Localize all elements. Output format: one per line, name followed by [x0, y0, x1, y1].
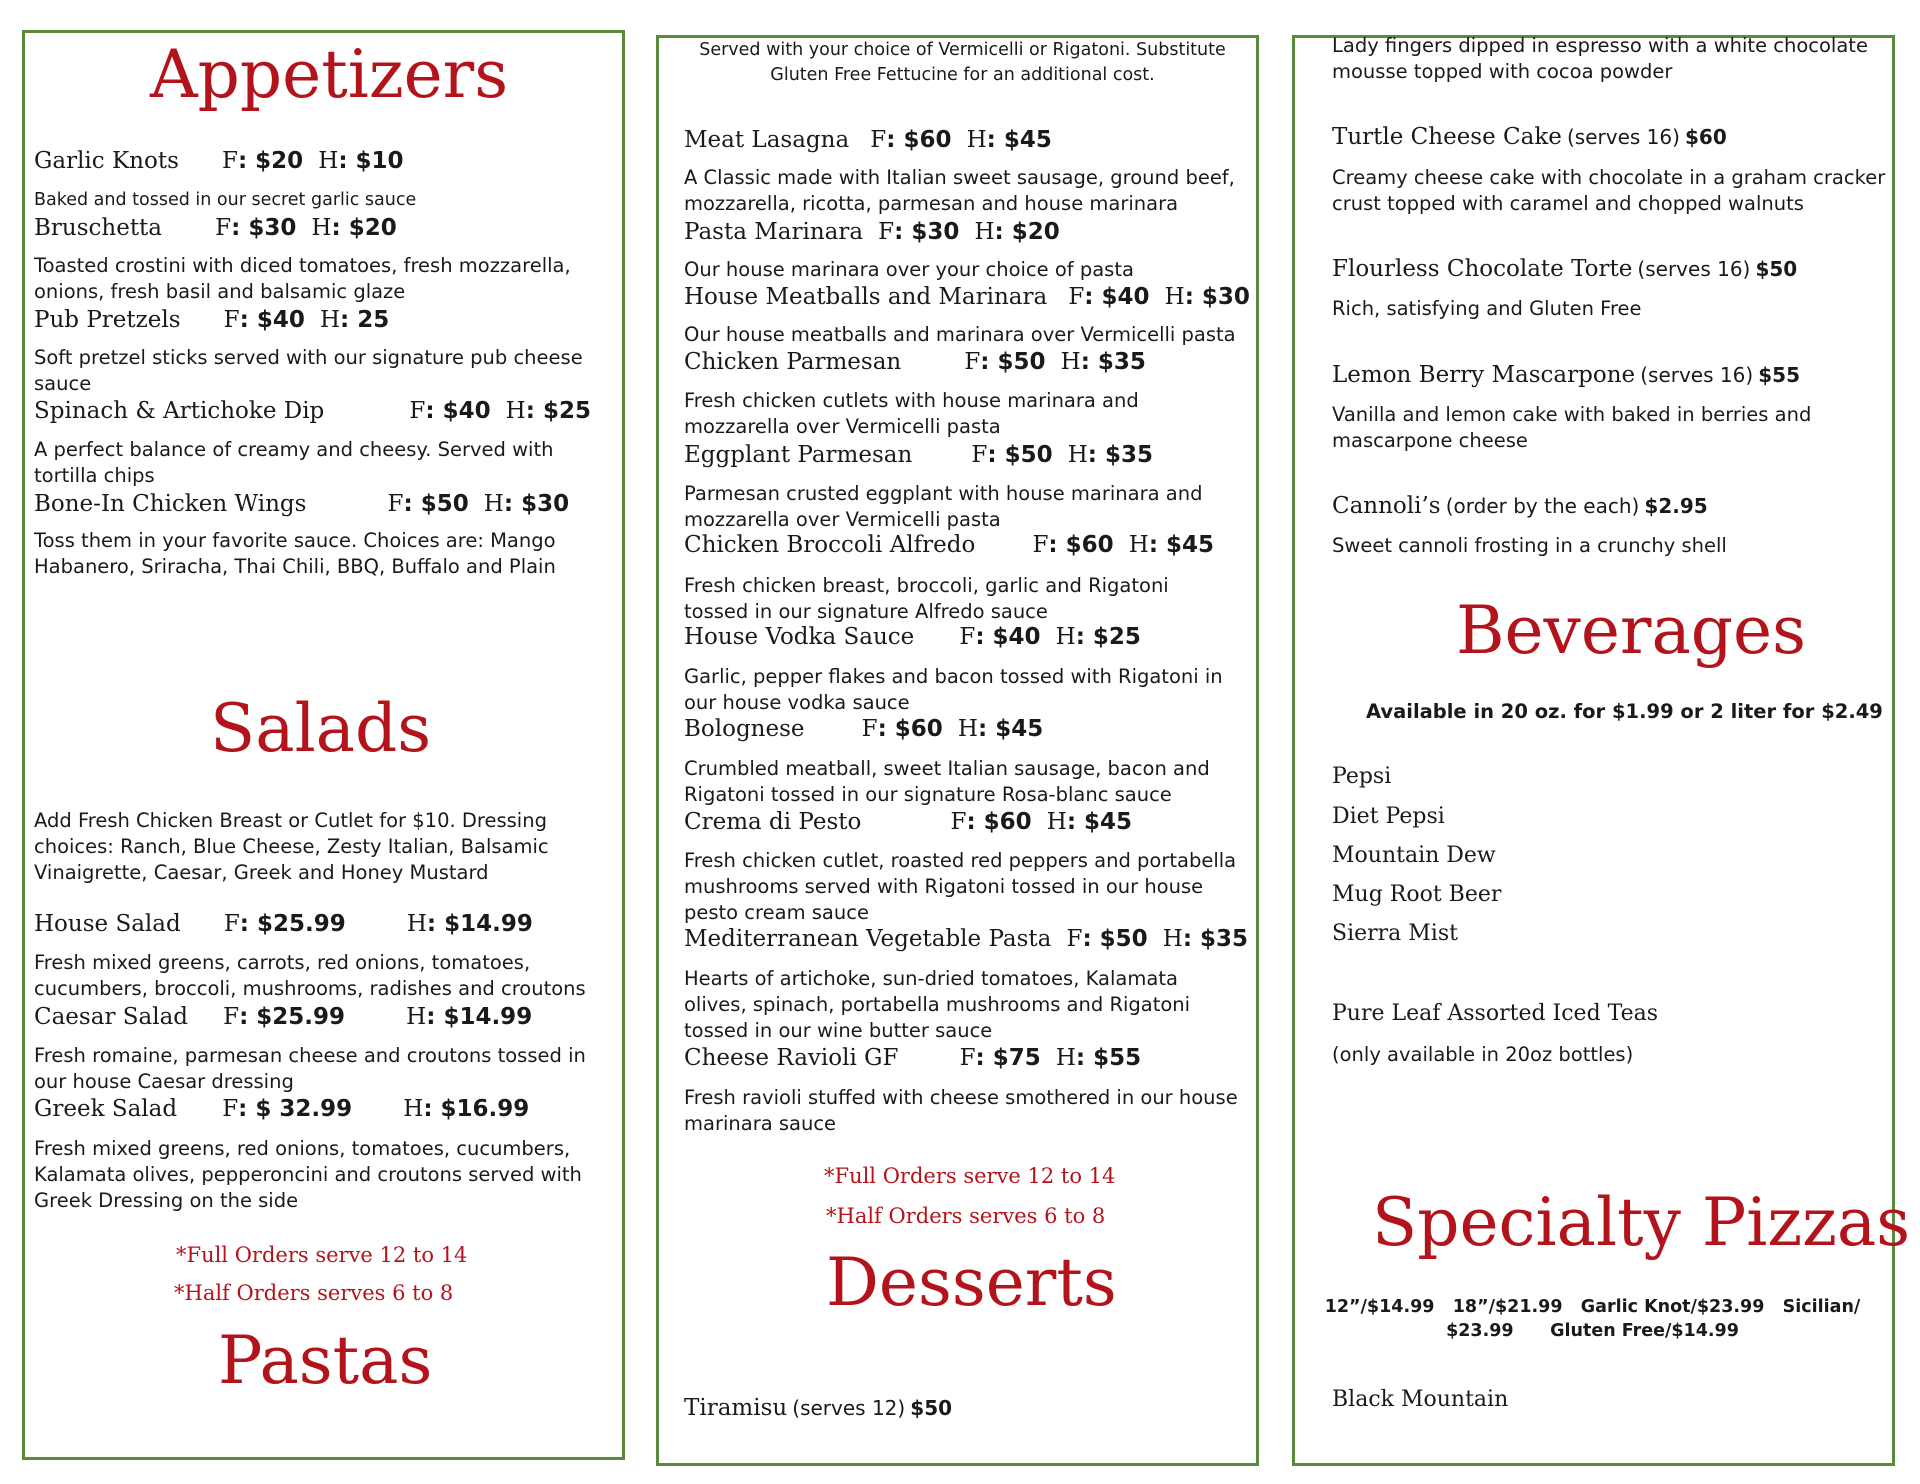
item-description: Toasted crostini with diced tomatoes, fresh mozzarella, onions, fresh basil and balsamic glaze: [34, 254, 571, 303]
item-description: Toss them in your favorite sauce. Choices are: Mango Habanero, Sriracha, Thai Chili, BBQ, Buffalo and Plain: [34, 529, 556, 578]
menu-item-chicken-wings: Bone-In Chicken Wings F: $50 H: $30: [34, 491, 570, 517]
item-description: Fresh chicken cutlets with house marinara and mozzarella over Vermicelli pasta: [684, 389, 1139, 438]
menu-item-house-vodka-sauce: House Vodka Sauce F: $40 H: $25: [684, 624, 1141, 650]
iced-teas-note: (only available in 20oz bottles): [1332, 1043, 1634, 1066]
item-description: Sweet cannoli frosting in a crunchy shell: [1332, 534, 1727, 557]
pastas-intro: Served with your choice of Vermicelli or Rigatoni. Substitute Gluten Free Fettucine for an additional cost.: [699, 40, 1226, 85]
beverage-item: Mug Root Beer: [1332, 882, 1502, 907]
menu-item-bolognese: Bolognese F: $60 H: $45: [684, 716, 1044, 742]
item-description: Baked and tossed in our secret garlic sauce: [34, 190, 417, 210]
item-description: Vanilla and lemon cake with baked in berries and mascarpone cheese: [1332, 403, 1812, 452]
salads-heading: Salads: [210, 690, 432, 767]
item-description: Our house meatballs and marinara over Vermicelli pasta: [684, 323, 1236, 346]
item-description: Our house marinara over your choice of pasta: [684, 258, 1134, 281]
full-orders-note: *Full Orders serve 12 to 14: [176, 1243, 468, 1267]
beverage-item: Mountain Dew: [1332, 843, 1496, 868]
item-description: Creamy cheese cake with chocolate in a graham cracker crust topped with caramel and chopped walnuts: [1332, 166, 1886, 215]
beverage-item: Pepsi: [1332, 764, 1392, 789]
item-description: Crumbled meatball, sweet Italian sausage, bacon and Rigatoni tossed in our signature Rosa-blanc sauce: [684, 757, 1210, 806]
menu-item-caesar-salad: Caesar Salad F: $25.99 H: $14.99: [34, 1004, 533, 1030]
item-description: Soft pretzel sticks served with our signature pub cheese sauce: [34, 346, 583, 395]
item-description: Fresh mixed greens, carrots, red onions, tomatoes, cucumbers, broccoli, mushrooms, radishes and croutons: [34, 951, 586, 1000]
salads-intro: Add Fresh Chicken Breast or Cutlet for $10. Dressing choices: Ranch, Blue Cheese, Zesty Italian, Balsamic Vinaigrette, Caesar, Greek and Honey Mustard: [34, 809, 549, 884]
menu-item-crema-di-pesto: Crema di Pesto F: $60 H: $45: [684, 809, 1133, 835]
menu-item-turtle-cheese-cake: Turtle Cheese Cake (serves 16) $60: [1332, 124, 1727, 150]
beverage-item: Diet Pepsi: [1332, 804, 1445, 829]
half-orders-note: *Half Orders serves 6 to 8: [826, 1204, 1106, 1228]
menu-item-mediterranean-vegetable-pasta: Mediterranean Vegetable Pasta F: $50 H: $35: [684, 926, 1249, 952]
beverages-availability: Available in 20 oz. for $1.99 or 2 liter for $2.49: [1366, 700, 1883, 723]
specialty-pizzas-heading: Specialty Pizzas: [1372, 1184, 1911, 1261]
beverage-item: Sierra Mist: [1332, 921, 1458, 946]
pizza-sizes-line-2: $23.99 Gluten Free/$14.99: [1446, 1321, 1739, 1341]
item-description: Fresh mixed greens, red onions, tomatoes, cucumbers, Kalamata olives, pepperoncini and croutons served with Greek Dressing on the side: [34, 1137, 582, 1212]
desserts-heading: Desserts: [826, 1244, 1117, 1321]
menu-item-pub-pretzels: Pub Pretzels F: $40 H: 25: [34, 307, 390, 333]
item-description: A perfect balance of creamy and cheesy. Served with tortilla chips: [34, 438, 554, 487]
menu-item-garlic-knots: Garlic Knots F: $20 H: $10: [34, 148, 404, 174]
pizza-item-black-mountain: Black Mountain: [1332, 1387, 1509, 1412]
beverage-iced-teas: Pure Leaf Assorted Iced Teas: [1332, 1001, 1659, 1026]
menu-item-spinach-dip: Spinach & Artichoke Dip F: $40 H: $25: [34, 398, 591, 424]
menu-item-meat-lasagna: Meat Lasagna F: $60 H: $45: [684, 127, 1052, 153]
menu-item-bruschetta: Bruschetta F: $30 H: $20: [34, 215, 397, 241]
item-description: Hearts of artichoke, sun-dried tomatoes, Kalamata olives, spinach, portabella mushrooms and Rigatoni tossed in our wine butter sauce: [684, 967, 1191, 1042]
menu-item-tiramisu: Tiramisu (serves 12) $50: [684, 1395, 953, 1421]
menu-item-house-meatballs: House Meatballs and Marinara F: $40 H: $30: [684, 284, 1250, 310]
item-description: Garlic, pepper flakes and bacon tossed with Rigatoni in our house vodka sauce: [684, 665, 1223, 714]
pastas-heading: Pastas: [218, 1322, 433, 1399]
menu-item-chicken-parmesan: Chicken Parmesan F: $50 H: $35: [684, 349, 1146, 375]
item-description: A Classic made with Italian sweet sausage, ground beef, mozzarella, ricotta, parmesan and house marinara: [684, 166, 1235, 215]
item-description: Fresh chicken cutlet, roasted red peppers and portabella mushrooms served with Rigatoni tossed in our house pesto cream sauce: [684, 849, 1237, 924]
menu-item-greek-salad: Greek Salad F: $ 32.99 H: $16.99: [34, 1096, 530, 1122]
pizza-sizes-line-1: 12”/$14.99 18”/$21.99 Garlic Knot/$23.99 Sicilian/: [1324, 1297, 1861, 1317]
item-description: Fresh ravioli stuffed with cheese smothered in our house marinara sauce: [684, 1086, 1238, 1135]
menu-item-cheese-ravioli: Cheese Ravioli GF F: $75 H: $55: [684, 1045, 1142, 1071]
item-description: Rich, satisfying and Gluten Free: [1332, 297, 1642, 320]
menu-item-lemon-berry-mascarpone: Lemon Berry Mascarpone (serves 16) $55: [1332, 362, 1800, 388]
beverages-heading: Beverages: [1456, 592, 1806, 669]
appetizers-heading: Appetizers: [150, 36, 509, 113]
menu-item-eggplant-parmesan: Eggplant Parmesan F: $50 H: $35: [684, 442, 1153, 468]
item-description: Fresh romaine, parmesan cheese and croutons tossed in our house Caesar dressing: [34, 1044, 586, 1093]
menu-item-flourless-chocolate-torte: Flourless Chocolate Torte (serves 16) $50: [1332, 256, 1798, 282]
menu-item-chicken-broccoli-alfredo: Chicken Broccoli Alfredo F: $60 H: $45: [684, 532, 1215, 558]
menu-item-house-salad: House Salad F: $25.99 H: $14.99: [34, 911, 533, 937]
menu-item-pasta-marinara: Pasta Marinara F: $30 H: $20: [684, 219, 1060, 245]
full-orders-note: *Full Orders serve 12 to 14: [824, 1164, 1116, 1188]
item-description: Fresh chicken breast, broccoli, garlic and Rigatoni tossed in our signature Alfredo sauce: [684, 574, 1169, 623]
menu-item-cannolis: Cannoli’s (order by the each) $2.95: [1332, 493, 1708, 519]
item-description: Parmesan crusted eggplant with house marinara and mozzarella over Vermicelli pasta: [684, 482, 1203, 531]
item-description: Lady fingers dipped in espresso with a white chocolate mousse topped with cocoa powder: [1332, 34, 1868, 83]
half-orders-note: *Half Orders serves 6 to 8: [174, 1281, 454, 1305]
